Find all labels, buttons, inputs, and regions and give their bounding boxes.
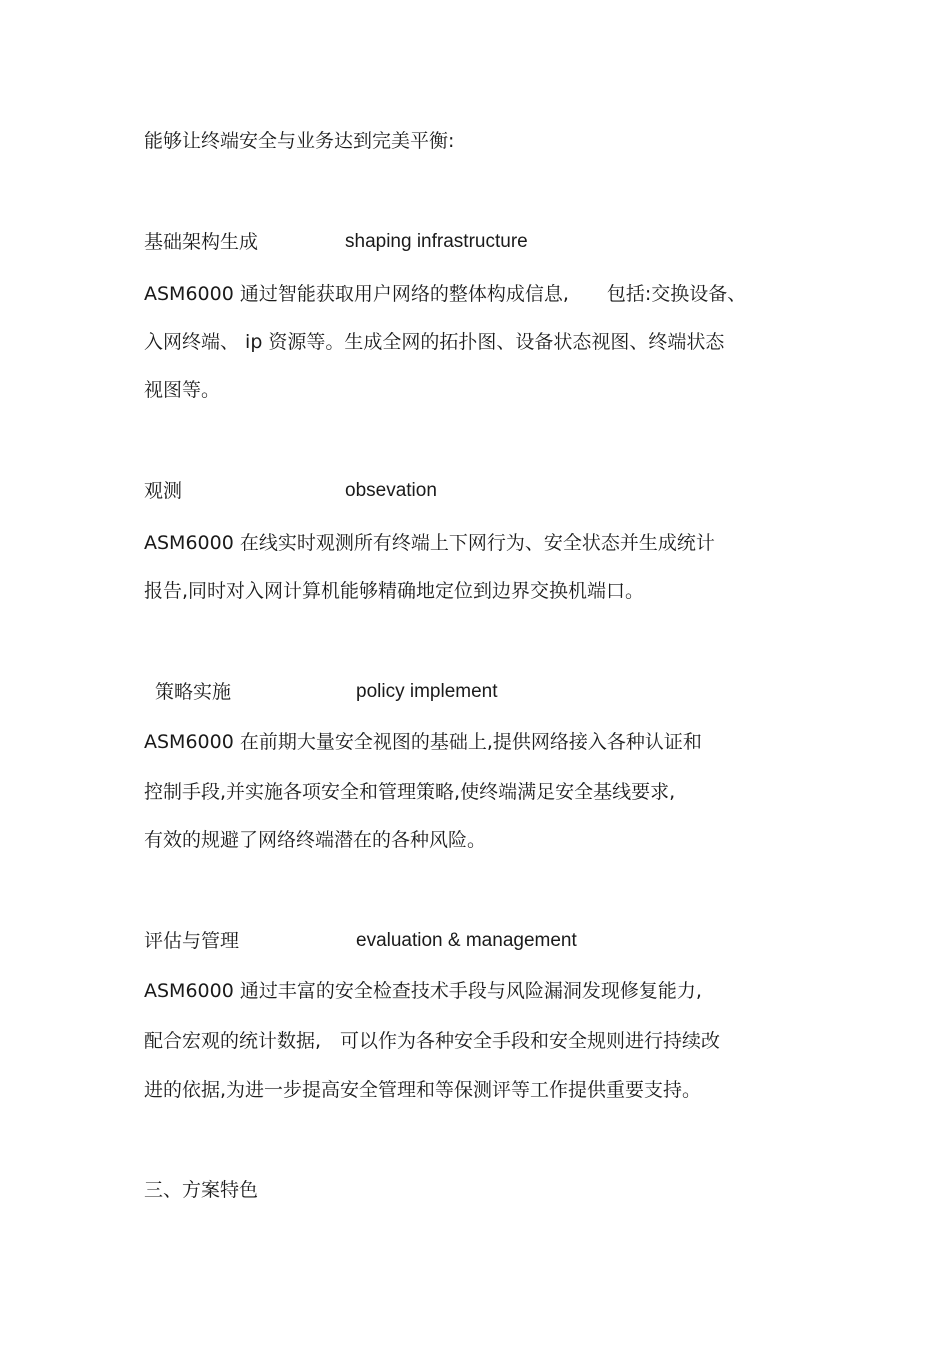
- section-title-cn: 策略实施: [155, 681, 232, 703]
- section-title-cn: 观测: [144, 480, 183, 502]
- section-title-cn: 评估与管理: [144, 930, 240, 952]
- section-body-line: 控制手段,并实施各项安全和管理策略,使终端满足安全基线要求,: [144, 781, 676, 803]
- section-body-line: ASM6000 通过智能获取用户网络的整体构成信息, 包括:交换设备、: [144, 283, 747, 305]
- section-body-line: ASM6000 在线实时观测所有终端上下网行为、安全状态并生成统计: [144, 532, 715, 554]
- section-body-line: 视图等。: [144, 379, 221, 401]
- section-body-line: 入网终端、 ip 资源等。生成全网的拓扑图、设备状态视图、终端状态: [144, 331, 725, 353]
- section-body-line: ASM6000 通过丰富的安全检查技术手段与风险漏洞发现修复能力,: [144, 980, 702, 1002]
- section-title-en: evaluation & management: [356, 930, 577, 951]
- section-body-line: 进的依据,为进一步提高安全管理和等保测评等工作提供重要支持。: [144, 1079, 702, 1101]
- section-title-en: obsevation: [345, 480, 437, 501]
- section-title-cn: 基础架构生成: [144, 231, 259, 253]
- section-body-line: 配合宏观的统计数据, 可以作为各种安全手段和安全规则进行持续改: [144, 1030, 721, 1052]
- section-body-line: 报告,同时对入网计算机能够精确地定位到边界交换机端口。: [144, 580, 645, 602]
- next-heading: 三、方案特色: [144, 1179, 259, 1201]
- intro-text: 能够让终端安全与业务达到完美平衡:: [144, 130, 455, 152]
- section-body-line: ASM6000 在前期大量安全视图的基础上,提供网络接入各种认证和: [144, 731, 702, 753]
- section-title-en: policy implement: [356, 681, 498, 702]
- section-title-en: shaping infrastructure: [345, 231, 528, 252]
- section-body-line: 有效的规避了网络终端潜在的各种风险。: [144, 829, 487, 851]
